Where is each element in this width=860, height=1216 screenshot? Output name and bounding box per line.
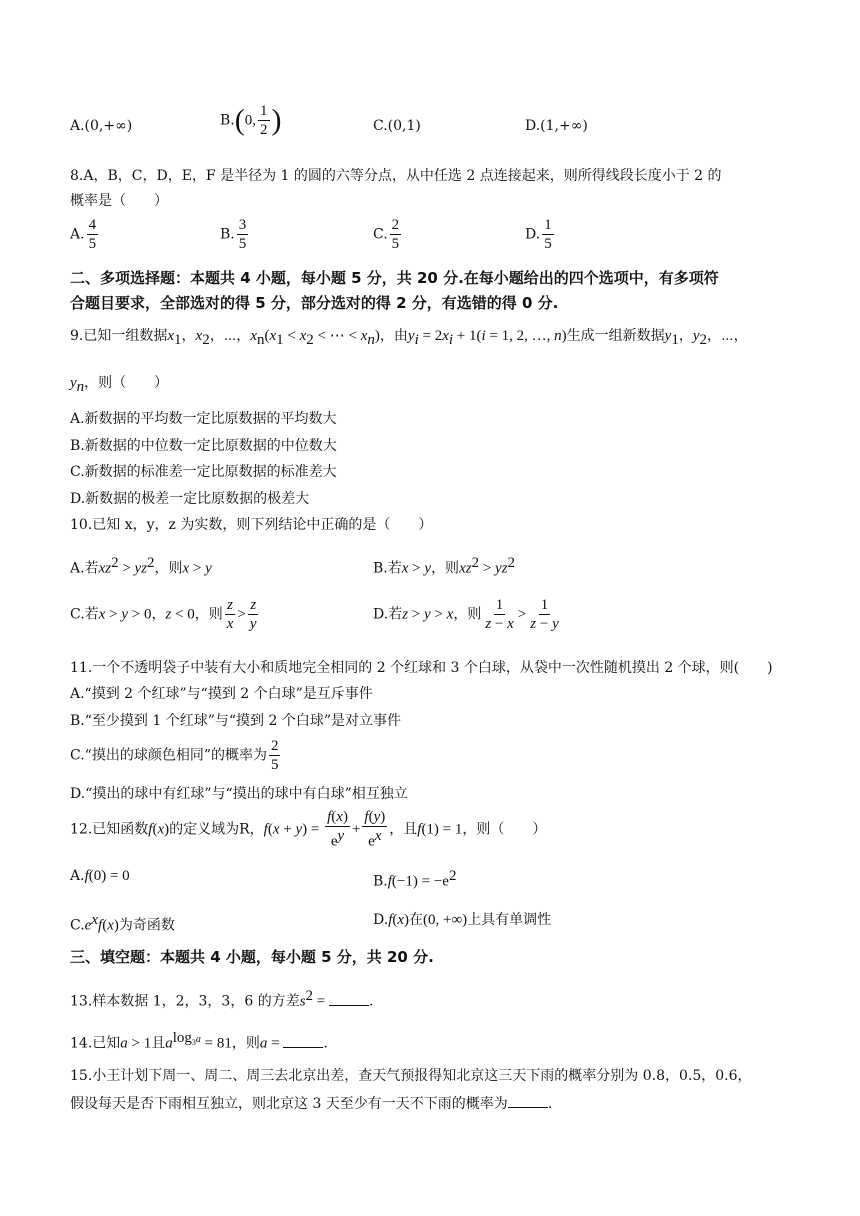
q11-stem: 11.一个不透明袋子中装有大小和质地完全相同的 2 个红球和 3 个白球，从袋中一次性随机摸出 2 个球，则( )	[70, 660, 773, 676]
q10-option-a: A.若$xz^2 > yz^2$，则x > y	[70, 555, 212, 577]
q14-answer-blank[interactable]	[283, 1033, 323, 1048]
q12-option-d: D.f(x)在(0, +∞)上具有单调性	[373, 912, 552, 928]
q11-option-c: C.“摸出的球颜色相同”的概率为 $\frac{2}{5}$	[70, 738, 279, 773]
q7-option-a: A.(0,+∞)	[70, 118, 133, 134]
q10-stem: 10.已知 x，y，z 为实数，则下列结论中正确的是（ ）	[70, 517, 433, 533]
q11-option-a: A.“摸到 2 个红球”与“摸到 2 个白球”是互斥事件	[70, 686, 373, 702]
q8-option-c: C. $\frac{2}{5}$	[373, 217, 400, 252]
q8-stem-line1: 8.A，B，C，D，E，F 是半径为 1 的圆的六等分点，从中任选 2 点连接起来，则所得线段长度小于 2 的	[70, 168, 722, 184]
q15-answer-blank[interactable]	[508, 1093, 548, 1108]
q13-stem: 13.样本数据 1，2，3，3，6 的方差$s^2$ = .	[70, 988, 374, 1010]
q11-option-c-fraction: $\frac{2}{5}$	[270, 738, 279, 773]
q11-option-b: B.“至少摸到 1 个红球”与“摸到 2 个白球”是对立事件	[70, 713, 401, 729]
q11-option-d: D.“摸出的球中有红球”与“摸出的球中有白球”相互独立	[70, 786, 408, 802]
q9-option-a: A.新数据的平均数一定比原数据的平均数大	[70, 411, 337, 427]
q14-stem: 14.已知a > 1且$a^{log_3a} = 81$，则a = .	[70, 1030, 328, 1052]
q12-option-b: $B.f(-1) = -e^2$	[373, 868, 457, 890]
q13-answer-blank[interactable]	[329, 991, 369, 1006]
q15-stem-line2: 假设每天是否下雨相互独立，则北京这 3 天至少有一天不下雨的概率为 .	[70, 1093, 552, 1114]
q10-option-c: C.若x > y > 0，z < 0，则 $\frac{z}{x}$ > $\frac{z}{y}$	[70, 597, 257, 632]
q7-option-b-label: B.	[220, 112, 235, 129]
section3-title: 三、填空题：本题共 4 小题，每小题 5 分，共 20 分.	[70, 948, 434, 966]
q8-option-d: D. $\frac{1}{5}$	[525, 217, 552, 252]
q8-stem-line2: 概率是（ ）	[70, 193, 168, 209]
q7-option-b: B.(0, $\frac{1}{2}$ )	[220, 103, 282, 138]
q8-option-a: A. $\frac{4}{5}$	[70, 217, 97, 252]
q9-option-d: D.新数据的极差一定比原数据的极差大	[70, 491, 310, 507]
q12-option-c: $C.e^xf(x)$为奇函数	[70, 912, 175, 934]
q15-stem-line1: 15.小王计划下周一、周二、周三去北京出差，查天气预报得知北京这三天下雨的概率分别为 0.8，0.5，0.6，	[70, 1068, 752, 1084]
q10-option-b: B.若x > y，则$xz^2 > yz^2$	[373, 555, 516, 577]
q12-stem: 12.已知函数f(x)的定义域为R，f(x + y) = $\frac{f(x)}{e^y}$ + $\frac{f(y)}{e^x}$ ，且f(1) = 1，则（ ）	[70, 809, 547, 850]
q7-option-d: D.(1,+∞)	[525, 118, 588, 134]
q9-option-c: C.新数据的标准差一定比原数据的标准差大	[70, 464, 337, 480]
q7-option-b-fraction: $\frac{1}{2}$	[260, 103, 268, 138]
section2-title-line1: 二、多项选择题：本题共 4 小题，每小题 5 分，共 20 分.在每小题给出的四个选项中，有多项符	[70, 269, 719, 287]
q7-option-c: C.(0,1)	[373, 118, 421, 134]
q9-stem-line2: $y_n$，则（ ）	[70, 375, 169, 395]
q10-option-d: D.若z > y > x，则 $\frac{1}{z - x}$ > $\frac{1}{z - y}$	[373, 597, 559, 632]
q12-option-a: A.f(0) = 0	[70, 868, 130, 884]
q9-stem-line1: 9.已知一组数据$x_1$，$x_2$，⋯，$x_n(x_1 < x_2$ < ⋯ < $x_n$)，由$y_i = 2x_i + 1(i = 1$, 2, …, n)生成一组新数据$y_1$，$y_2$，⋯，	[70, 328, 748, 348]
q8-option-b: B. $\frac{3}{5}$	[220, 217, 247, 252]
section2-title-line2: 合题目要求，全部选对的得 5 分，部分选对的得 2 分，有选错的得 0 分.	[70, 294, 559, 312]
q9-option-b: B.新数据的中位数一定比原数据的中位数大	[70, 438, 337, 454]
